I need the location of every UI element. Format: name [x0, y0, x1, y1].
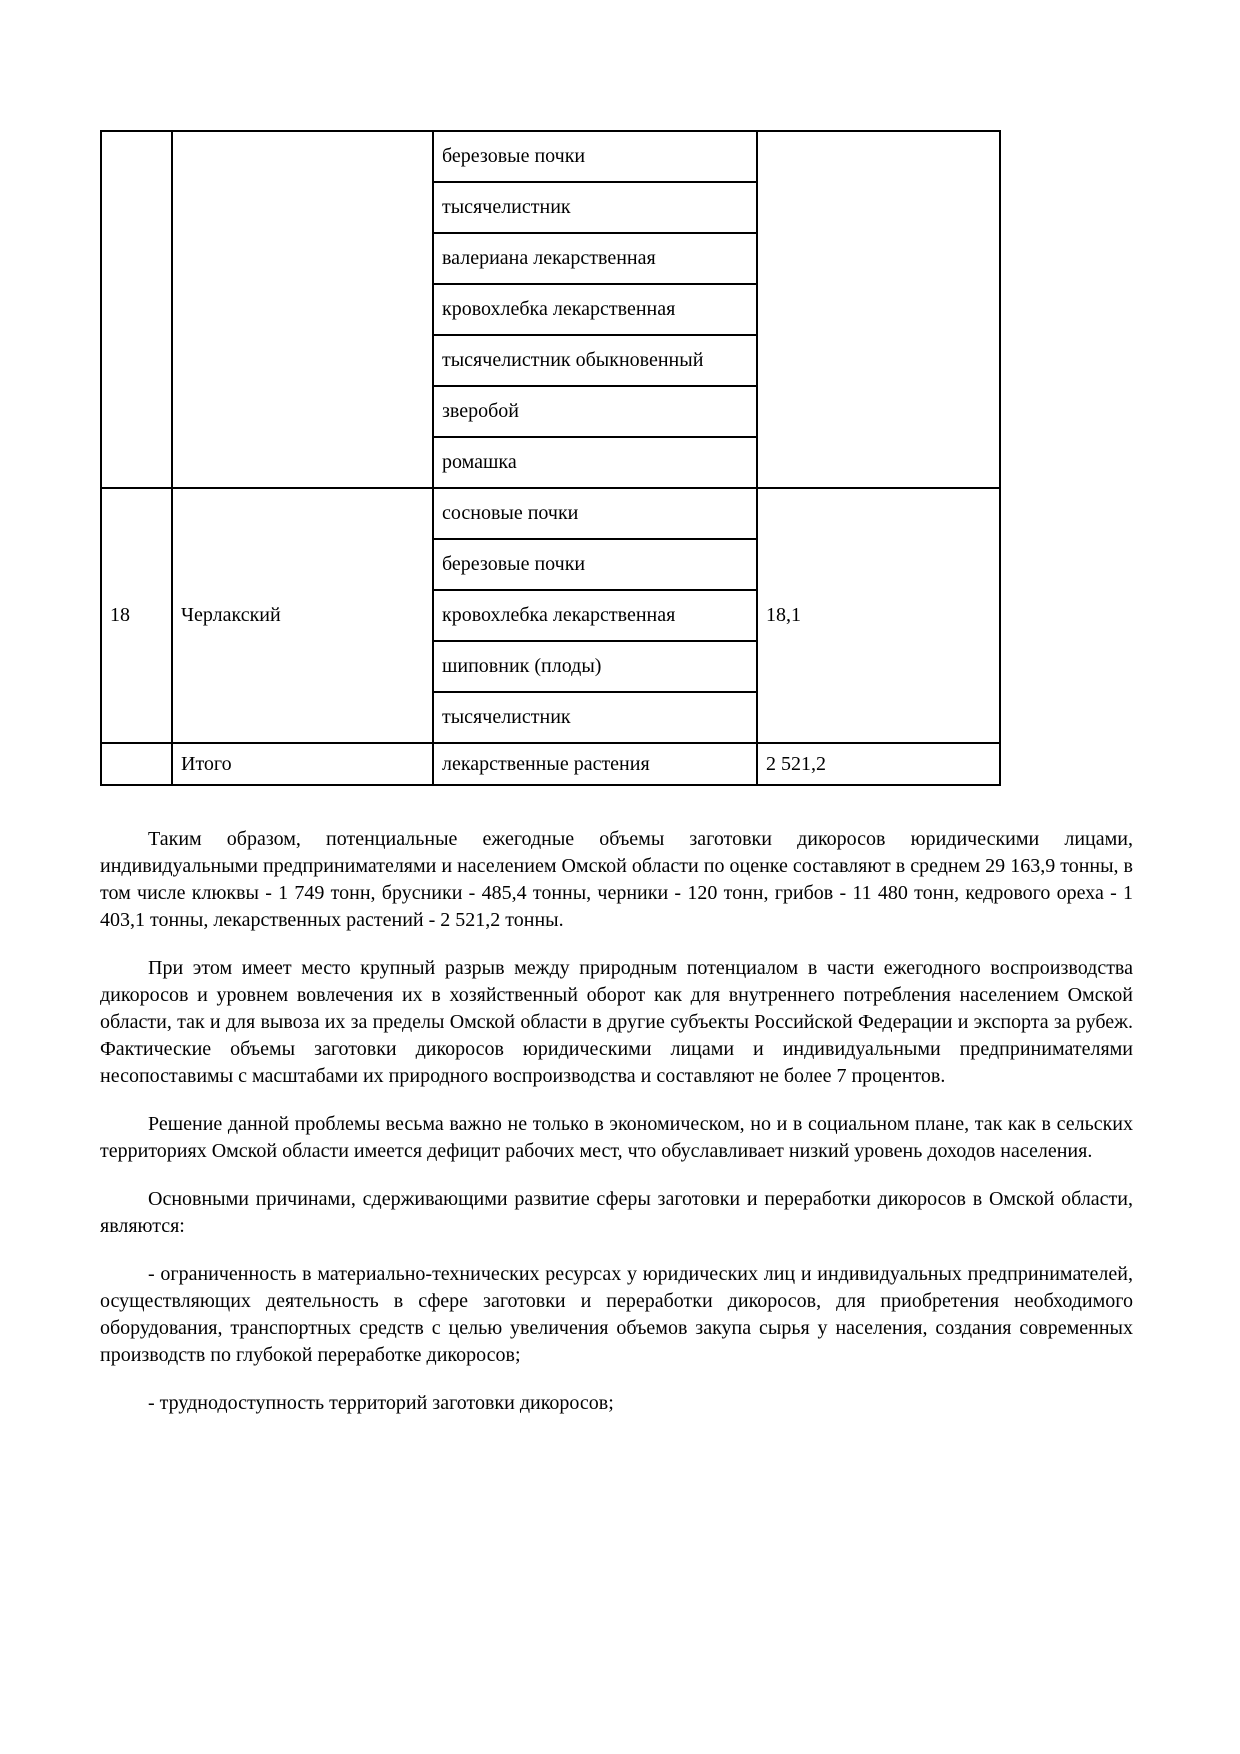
total-label-cell: Итого: [172, 743, 433, 785]
wild-plants-harvest-table: [100, 130, 1001, 786]
item-cell: кровохлебка лекарственная: [433, 590, 757, 641]
item-cell: кровохлебка лекарственная: [433, 284, 757, 335]
item-cell: тысячелистник: [433, 692, 757, 743]
total-value-cell: 2 521,2: [757, 743, 1000, 785]
paragraph-summary-volumes: Таким образом, потенциальные ежегодные объемы заготовки дикоросов юридическими лицами, индивидуальными предпринимателями и населением Омской области по оценке составляют в среднем 29 163,9 тонны, в том числе клюквы - 1 749 тонн, брусники - 485,4 тонны, черники - 120 тонн, грибов - 11 480 тонн, кедрового ореха - 1 403,1 тонны, лекарственных растений - 2 521,2 тонны.: [100, 828, 1133, 931]
paragraph-main-causes-intro: Основными причинами, сдерживающими развитие сферы заготовки и переработки дикоросов в Омской области, являются:: [100, 1188, 1133, 1237]
row-number-cell: 18: [101, 488, 172, 743]
item-cell: валериана лекарственная: [433, 233, 757, 284]
item-cell: тысячелистник: [433, 182, 757, 233]
item-cell: лекарственные растения: [433, 743, 757, 785]
district-cell: [172, 131, 433, 488]
item-cell: березовые почки: [433, 131, 757, 182]
item-cell: зверобой: [433, 386, 757, 437]
item-cell: тысячелистник обыкновенный: [433, 335, 757, 386]
item-cell: сосновые почки: [433, 488, 757, 539]
value-cell: 18,1: [757, 488, 1000, 743]
item-cell: березовые почки: [433, 539, 757, 590]
table-row: [101, 488, 1000, 539]
paragraph-cause-limited-resources: - ограниченность в материально-технических ресурсах у юридических лиц и индивидуальных предпринимателей, осуществляющих деятельность в сфере заготовки и переработки дикоросов, для приобретения необходимого оборудования, транспортных средств с целью увеличения объемов закупа сырья у населения, создания современных производств по глубокой переработке дикоросов;: [100, 1263, 1133, 1366]
paragraph-social-importance: Решение данной проблемы весьма важно не только в экономическом, но и в социальном плане, так как в сельских территориях Омской области имеется дефицит рабочих мест, что обуславливает низкий уровень доходов населения.: [100, 1113, 1133, 1162]
row-number-cell: [101, 131, 172, 488]
district-cell: Черлакский: [172, 488, 433, 743]
table-total-row: [101, 743, 1000, 785]
item-cell: ромашка: [433, 437, 757, 488]
row-number-cell: [101, 743, 172, 785]
value-cell: [757, 131, 1000, 488]
paragraph-cause-inaccessibility: - труднодоступность территорий заготовки дикоросов;: [148, 1392, 614, 1414]
body-text: [100, 826, 1133, 1417]
table-row: [101, 131, 1000, 182]
item-cell: шиповник (плоды): [433, 641, 757, 692]
paragraph-gap-potential: При этом имеет место крупный разрыв между природным потенциалом в части ежегодного воспроизводства дикоросов и уровнем вовлечения их в хозяйственный оборот как для внутреннего потребления населением Омской области, так и для вывоза их за пределы Омской области в другие субъекты Российской Федерации и экспорта за рубеж. Фактические объемы заготовки дикоросов юридическими лицами и индивидуальными предпринимателями несопоставимы с масштабами их природного воспроизводства и составляют не более 7 процентов.: [100, 957, 1133, 1087]
